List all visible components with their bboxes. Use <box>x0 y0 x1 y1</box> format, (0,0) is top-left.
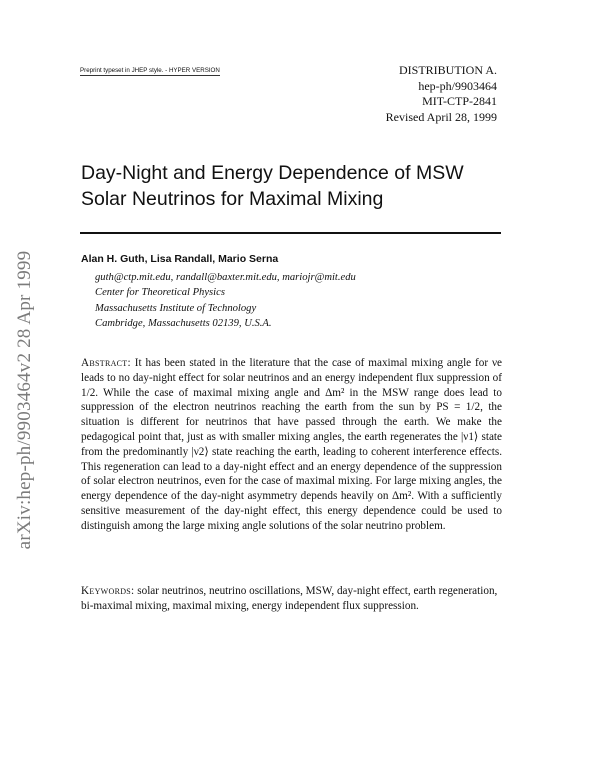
abstract <box>81 356 502 534</box>
keywords-text: solar neutrinos, neutrino oscillations, MSW, day-night effect, earth regeneration, bi-maximal mixing, maximal mixing, energy independent flux suppression. <box>81 585 498 612</box>
keywords <box>81 584 502 614</box>
institution-address: Cambridge, Massachusetts 02139, U.S.A. <box>95 317 272 329</box>
distribution-line: DISTRIBUTION A. <box>399 63 497 77</box>
abstract-text: It has been stated in the literature that the case of maximal mixing angle for νe leads to no day-night effect for solar neutrinos and an energy independent flux suppression of 1/2. While the case of maximal mixing angle and Δm² in the MSW range does lead to suppression of the electron neutrinos reaching the earth from the sun by PS = 1/2, the situation is different for neutrinos that have passed through the earth. We make the pedagogical point that, just as with smaller mixing angles, the earth regenerates the |ν1⟩ state from the predominantly |ν2⟩ state reaching the earth, leading to coherent interference effects. This regeneration can lead to a day-night effect and an energy dependence of the suppression of solar electron neutrinos, even for the case of maximal mixing. For large mixing angles, the energy dependence of the day-night asymmetry depends heavily on Δm². With a sufficiently sensitive measurement of the day-night effect, this energy dependence could be used to distinguish among the large mixing angle solutions of the solar neutrino problem. <box>81 357 502 532</box>
title-rule <box>80 232 501 234</box>
authors: Alan H. Guth, Lisa Randall, Mario Serna <box>81 253 279 265</box>
paper-title <box>81 160 511 212</box>
arxiv-number: hep-ph/9903464 <box>418 78 497 93</box>
institution-center: Center for Theoretical Physics <box>95 287 225 299</box>
institution-name: Massachusetts Institute of Technology <box>95 302 257 314</box>
report-numbers <box>386 63 497 126</box>
abstract-label: Abstract: <box>81 357 131 369</box>
report-number: MIT-CTP-2841 <box>422 94 497 109</box>
affiliation <box>95 270 356 331</box>
keywords-label: Keywords: <box>81 585 135 597</box>
title-line-2: Solar Neutrinos for Maximal Mixing <box>81 188 384 210</box>
title-line-1: Day-Night and Energy Dependence of MSW <box>81 162 464 184</box>
arxiv-sidebar <box>10 200 40 600</box>
arxiv-identifier: arXiv:hep-ph/9903464v2 28 Apr 1999 <box>14 250 35 550</box>
revision-date: Revised April 28, 1999 <box>385 110 497 125</box>
author-emails: guth@ctp.mit.edu, randall@baxter.mit.edu, mariojr@mit.edu <box>95 272 356 283</box>
preprint-note: Preprint typeset in JHEP style. - HYPER VERSION <box>80 67 220 74</box>
